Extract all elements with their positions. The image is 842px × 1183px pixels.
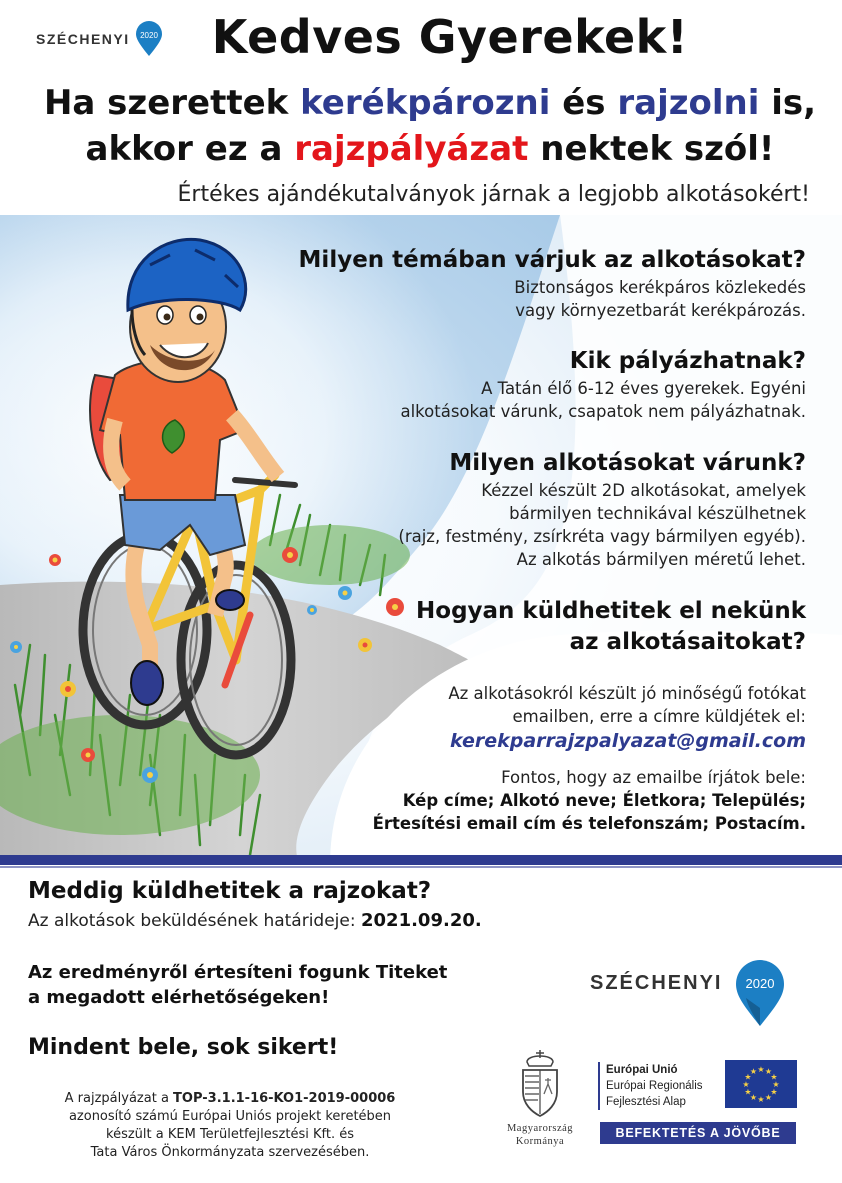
- required-fields-line: Értesítési email cím és telefonszám; Postacím.: [372, 814, 806, 833]
- invest-in-future-banner: BEFEKTETÉS A JÖVŐBE: [600, 1122, 796, 1144]
- answer-line: alkotásokat várunk, csapatok nem pályázhatnak.: [400, 402, 806, 421]
- headline-text: Ha szerettek: [43, 83, 301, 123]
- eu-star-icon: ★: [742, 1080, 750, 1089]
- szechenyi-logo-text: SZÉCHENYI: [36, 31, 130, 47]
- question-theme: Milyen témában várjuk az alkotásokat?: [298, 247, 806, 273]
- answer-line: Az alkotásokról készült jó minőségű fotókat: [448, 684, 806, 703]
- headline-text: és: [550, 83, 618, 123]
- keyword-contest: rajzpályázat: [294, 129, 529, 169]
- eu-star-icon: ★: [764, 1093, 773, 1102]
- answer-line: Fontos, hogy az emailbe írjátok bele:: [501, 768, 806, 787]
- good-luck-message: Mindent bele, sok sikert!: [28, 1035, 339, 1060]
- headline-line-2: [30, 126, 830, 172]
- map-pin-icon: [134, 21, 164, 57]
- headline-text: is,: [759, 83, 817, 123]
- answer-line: Biztonságos kerékpáros közlekedés: [514, 278, 806, 297]
- coat-of-arms-icon: [515, 1048, 565, 1118]
- project-line: Tata Város Önkormányzata szervezésében.: [90, 1145, 370, 1160]
- government-label: [492, 1122, 588, 1148]
- eu-star-icon: ★: [770, 1087, 778, 1097]
- eu-label-line: Európai Regionális: [606, 1080, 703, 1092]
- eu-label-line: Európai Unió: [606, 1064, 678, 1076]
- section-divider: [0, 855, 842, 865]
- headline-line-1: [30, 80, 830, 126]
- answer-line: A Tatán élő 6-12 éves gyerekek. Egyéni: [481, 379, 806, 398]
- deadline-question: Meddig küldhetitek a rajzokat?: [28, 878, 432, 904]
- answer-line: Az alkotás bármilyen méretű lehet.: [516, 550, 806, 569]
- eu-star-icon: ★: [764, 1067, 773, 1076]
- answer-who: [286, 377, 806, 423]
- eu-star-icon: ★: [749, 1093, 758, 1102]
- keyword-cycling: kerékpározni: [300, 83, 551, 123]
- project-code: TOP-3.1.1-16-KO1-2019-00006: [173, 1091, 396, 1106]
- eu-star-icon: ★: [744, 1072, 752, 1082]
- answer-line: (rajz, festmény, zsírkréta vagy bármilyen egyéb).: [398, 527, 806, 546]
- hungarian-government-crest: [492, 1048, 588, 1148]
- required-fields-line: Kép címe; Alkotó neve; Életkora; Település;: [402, 791, 806, 810]
- eu-label-line: Fejlesztési Alap: [606, 1096, 686, 1108]
- question-what: Milyen alkotásokat várunk?: [449, 450, 806, 476]
- szechenyi-logo-large: [590, 958, 790, 1028]
- szechenyi-logo-year: 2020: [745, 976, 775, 991]
- results-line: Az eredményről értesíteni fogunk Titeket: [28, 962, 448, 983]
- government-label-line: Kormánya: [515, 1136, 565, 1147]
- project-line: azonosító számú Európai Uniós projekt keretében: [68, 1109, 392, 1124]
- contest-email-address[interactable]: kerekparrajzpalyazat@gmail.com: [450, 730, 806, 752]
- question-how: [286, 596, 806, 658]
- subline: Értékes ajándékutalványok járnak a legjobb alkotásokért!: [177, 182, 810, 207]
- project-line: készült a KEM Területfejlesztési Kft. és: [106, 1127, 354, 1142]
- deadline-label: Az alkotások beküldésének határideje:: [28, 911, 361, 931]
- map-pin-icon: [732, 958, 788, 1028]
- eu-star-icon: ★: [770, 1072, 778, 1082]
- szechenyi-logo-year: 2020: [139, 31, 158, 40]
- answer-how: [366, 682, 806, 728]
- question-line: az alkotásaitokat?: [569, 629, 806, 655]
- answer-line: Kézzel készült 2D alkotásokat, amelyek: [481, 481, 806, 500]
- project-text: A rajzpályázat a: [64, 1091, 174, 1106]
- answer-line: bármilyen technikával készülhetnek: [509, 504, 806, 523]
- eu-star-icon: ★: [749, 1067, 758, 1076]
- answer-theme: [286, 276, 806, 322]
- project-info: [40, 1090, 420, 1162]
- szechenyi-logo-small: [36, 17, 166, 61]
- headline-text: nektek szól!: [528, 129, 775, 169]
- results-notice: [28, 960, 448, 1010]
- eu-star-icon: ★: [757, 1095, 765, 1104]
- project-line: [40, 1090, 420, 1108]
- deadline-row: [28, 910, 482, 931]
- headline: [30, 80, 830, 172]
- eu-fund-label: [598, 1062, 718, 1110]
- answer-how-details: [346, 766, 806, 835]
- szechenyi-logo-text: SZÉCHENYI: [590, 972, 723, 994]
- eu-star-icon: ★: [744, 1087, 752, 1097]
- keyword-drawing: rajzolni: [617, 83, 760, 123]
- question-who: Kik pályázhatnak?: [569, 348, 806, 374]
- government-label-line: Magyarország: [506, 1123, 574, 1134]
- headline-text: akkor ez a: [85, 129, 295, 169]
- eu-flag-icon: [725, 1060, 797, 1108]
- answer-line: vagy környezetbarát kerékpározás.: [515, 301, 806, 320]
- deadline-date: 2021.09.20.: [361, 910, 482, 931]
- eu-star-icon: ★: [757, 1065, 765, 1074]
- section-divider-thin: [0, 866, 842, 868]
- eu-star-icon: ★: [772, 1080, 780, 1089]
- question-line: Hogyan küldhetitek el nekünk: [416, 598, 806, 624]
- answer-what: [286, 479, 806, 571]
- results-line: a megadott elérhetőségeken!: [28, 987, 330, 1008]
- answer-line: emailben, erre a címre küldjétek el:: [512, 707, 806, 726]
- page-title: Kedves Gyerekek!: [211, 10, 689, 64]
